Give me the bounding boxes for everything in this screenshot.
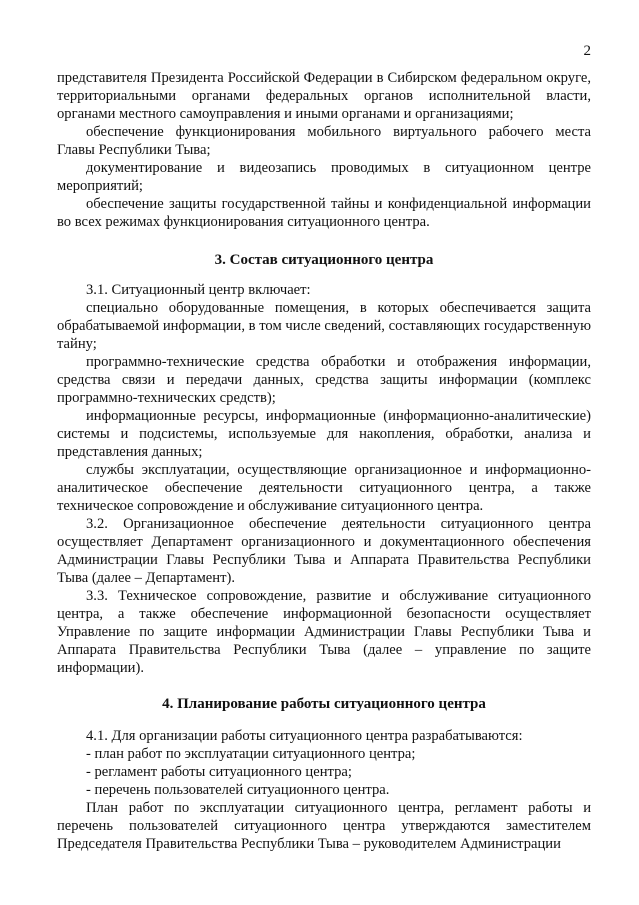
list-item: - регламент работы ситуационного центра; (86, 764, 352, 780)
paragraph: представителя Президента Российской Федерации в Сибирском федеральном округе, территориальными органами федеральных органов исполнительной власти, органами местного самоуправления и иными органами и организациями; (57, 70, 591, 122)
paragraph: обеспечение функционирования мобильного виртуального рабочего места Главы Республики Тыва; (57, 124, 591, 158)
paragraph: 3.2. Организационное обеспечение деятельности ситуационного центра осуществляет Департамент организационного и документационного обеспечения Администрации Главы Республики Тыва и Аппарата Правительства Республики Тыва (далее – Департамент). (57, 516, 591, 586)
list-item: - план работ по эксплуатации ситуационного центра; (86, 746, 416, 762)
section-heading: 4. Планирование работы ситуационного центра (162, 696, 486, 712)
paragraph: План работ по эксплуатации ситуационного центра, регламент работы и перечень пользователей ситуационного центра утверждаются заместителем Председателя Правительства Республики Тыва – руководителем Администрации (57, 800, 591, 852)
paragraph: 3.1. Ситуационный центр включает: (86, 282, 311, 298)
paragraph: службы эксплуатации, осуществляющие организационное и информационно-аналитическое обеспечение деятельности ситуационного центра, а также техническое сопровождение и обслуживание ситуационного центра. (57, 462, 591, 514)
paragraph: специально оборудованные помещения, в которых обеспечивается защита обрабатываемой информации, в том числе сведений, составляющих государственную тайну; (57, 300, 591, 352)
paragraph: 4.1. Для организации работы ситуационного центра разрабатываются: (86, 728, 523, 744)
list-item: - перечень пользователей ситуационного центра. (86, 782, 390, 798)
paragraph: обеспечение защиты государственной тайны и конфиденциальной информации во всех режимах функционирования ситуационного центра. (57, 196, 591, 230)
section-heading: 3. Состав ситуационного центра (214, 252, 434, 268)
page-number: 2 (583, 43, 591, 59)
paragraph: документирование и видеозапись проводимых в ситуационном центре мероприятий; (57, 160, 591, 194)
paragraph: 3.3. Техническое сопровождение, развитие и обслуживание ситуационного центра, а также обеспечение информационной безопасности осуществляет Управление по защите информации Администрации Главы Республики Тыва и Аппарата Правительства Республики Тыва (далее – управление по защите информации). (57, 588, 591, 676)
document-body (57, 69, 591, 853)
paragraph: программно-технические средства обработки и отображения информации, средства связи и передачи данных, средства защиты информации (комплекс программно-технических средств); (57, 354, 591, 406)
paragraph: информационные ресурсы, информационные (информационно-аналитические) системы и подсистемы, используемые для накопления, обработки, анализа и представления данных; (57, 408, 591, 460)
